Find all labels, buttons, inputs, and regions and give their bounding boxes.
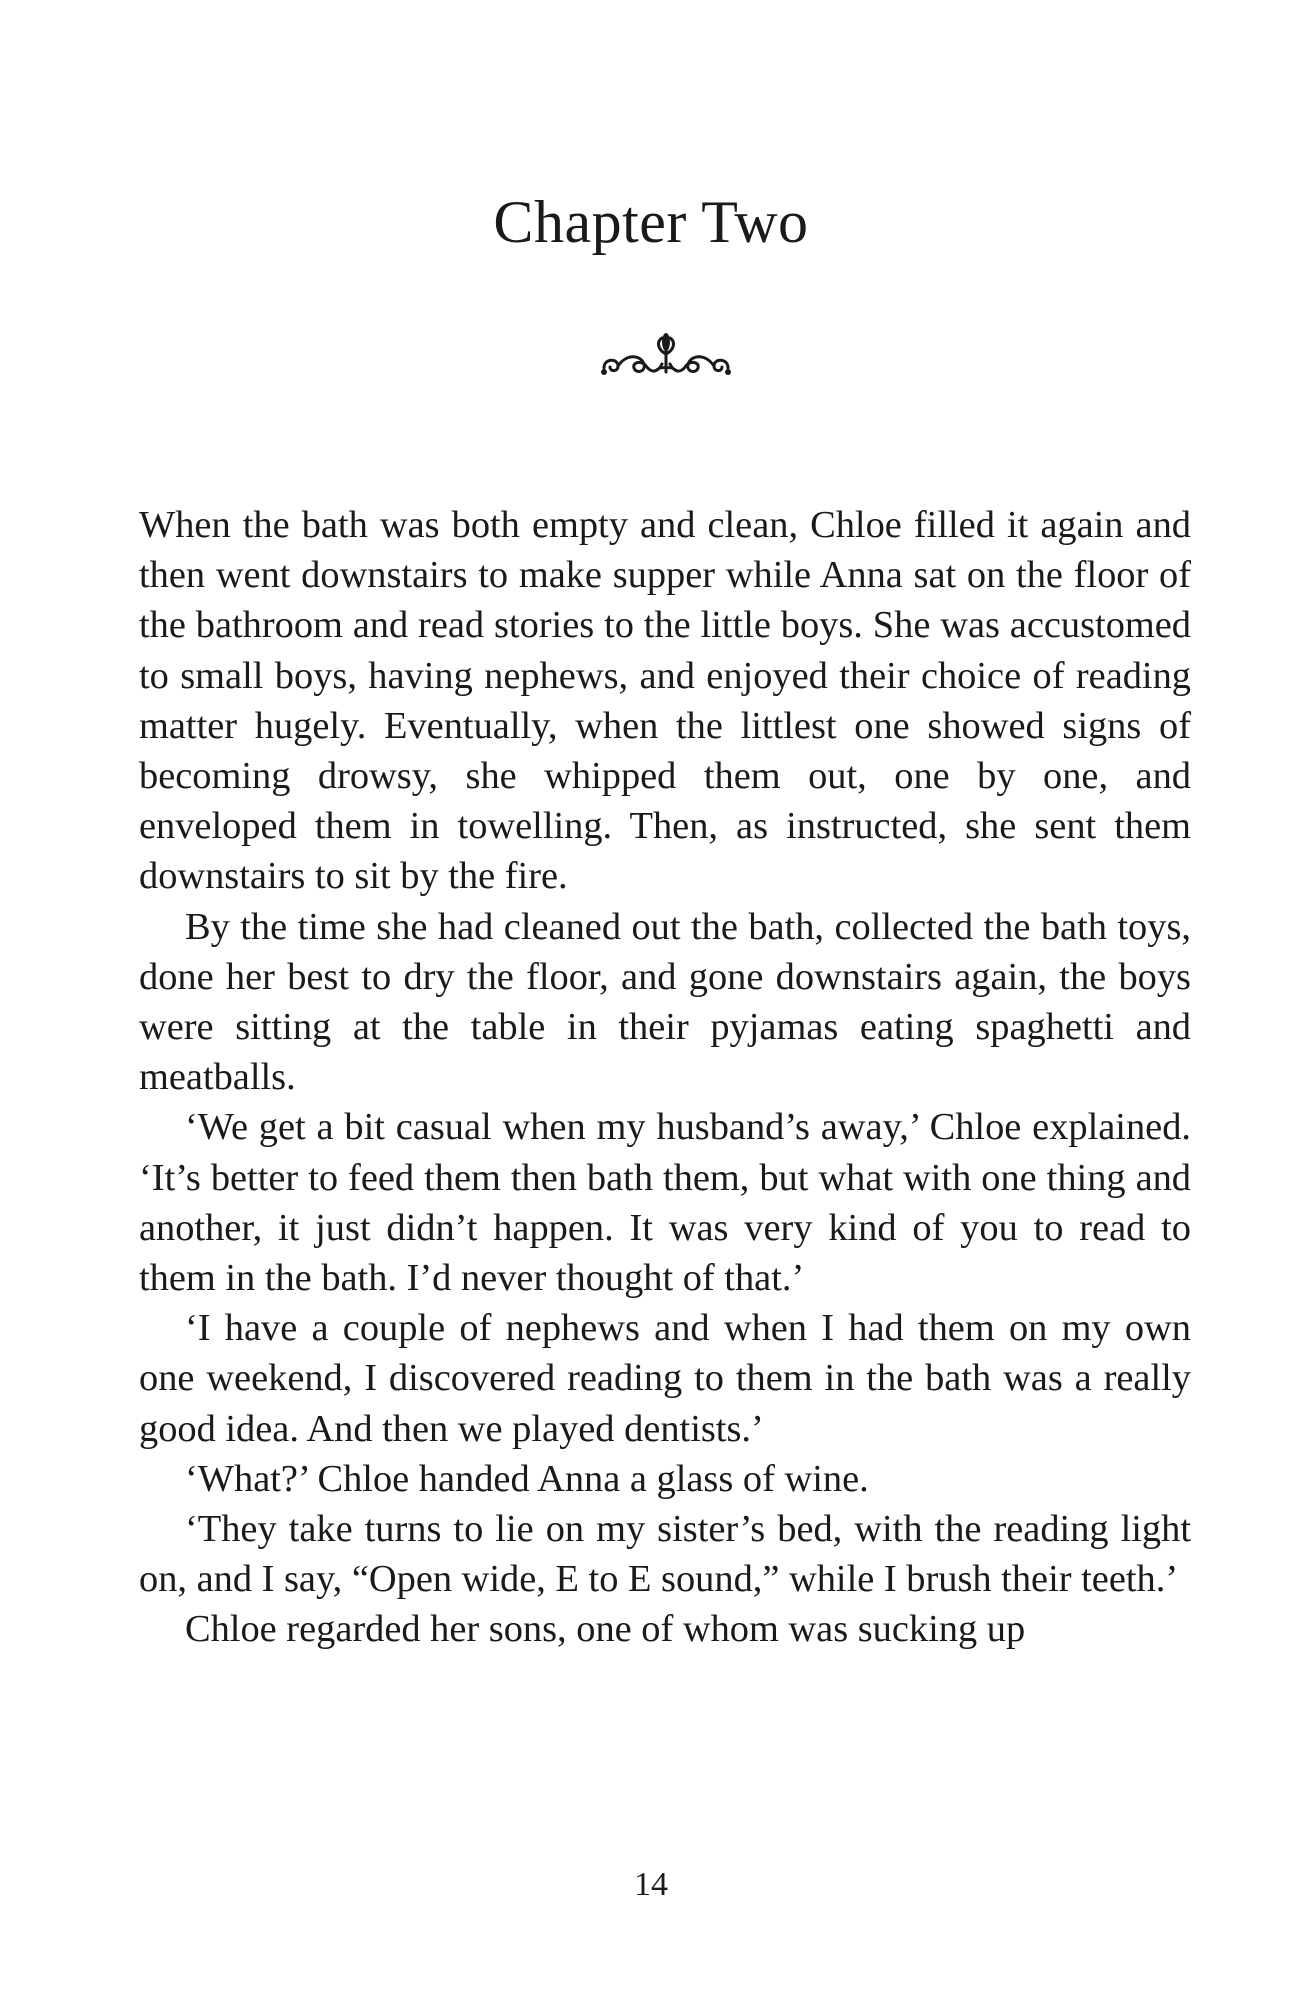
flourish-ornament-icon — [596, 328, 736, 384]
paragraph: ‘We get a bit casual when my husband’s away,’ Chloe explained. ‘It’s better to feed them then bath them, but what with one thing and another, it just didn’t happen. It was very kind of you to read to them in the bath. I’d never thought of that.’ — [139, 1106, 1191, 1300]
paragraph: ‘They take turns to lie on my sister’s bed, with the reading light on, and I say, “Open wide, E to E sound,” while I brush their teeth.’ — [139, 1508, 1191, 1601]
chapter-title: Chapter Two — [493, 189, 809, 255]
paragraph: ‘What?’ Chloe handed Anna a glass of wine. — [185, 1457, 869, 1500]
page-number: 14 — [634, 1866, 668, 1903]
paragraph: By the time she had cleaned out the bath, collected the bath toys, done her best to dry the floor, and gone downstairs again, the boys were sitting at the table in their pyjamas eating spaghetti and meatballs. — [139, 905, 1191, 1099]
chapter-body-text — [139, 500, 1191, 1655]
paragraph: ‘I have a couple of nephews and when I had them on my own one weekend, I discovered reading to them in the bath was a really good idea. And then we played dentists.’ — [139, 1307, 1191, 1450]
paragraph: Chloe regarded her sons, one of whom was sucking up — [185, 1608, 1026, 1651]
paragraph: When the bath was both empty and clean, Chloe filled it again and then went downstairs to make supper while Anna sat on the floor of the bathroom and read stories to the little boys. She was accustomed to small boys, having nephews, and enjoyed their choice of reading matter hugely. Eventually, when the littlest one showed signs of becoming drowsy, she whipped them out, one by one, and enveloped them in towelling. Then, as instructed, she sent them downstairs to sit by the fire. — [139, 504, 1191, 898]
